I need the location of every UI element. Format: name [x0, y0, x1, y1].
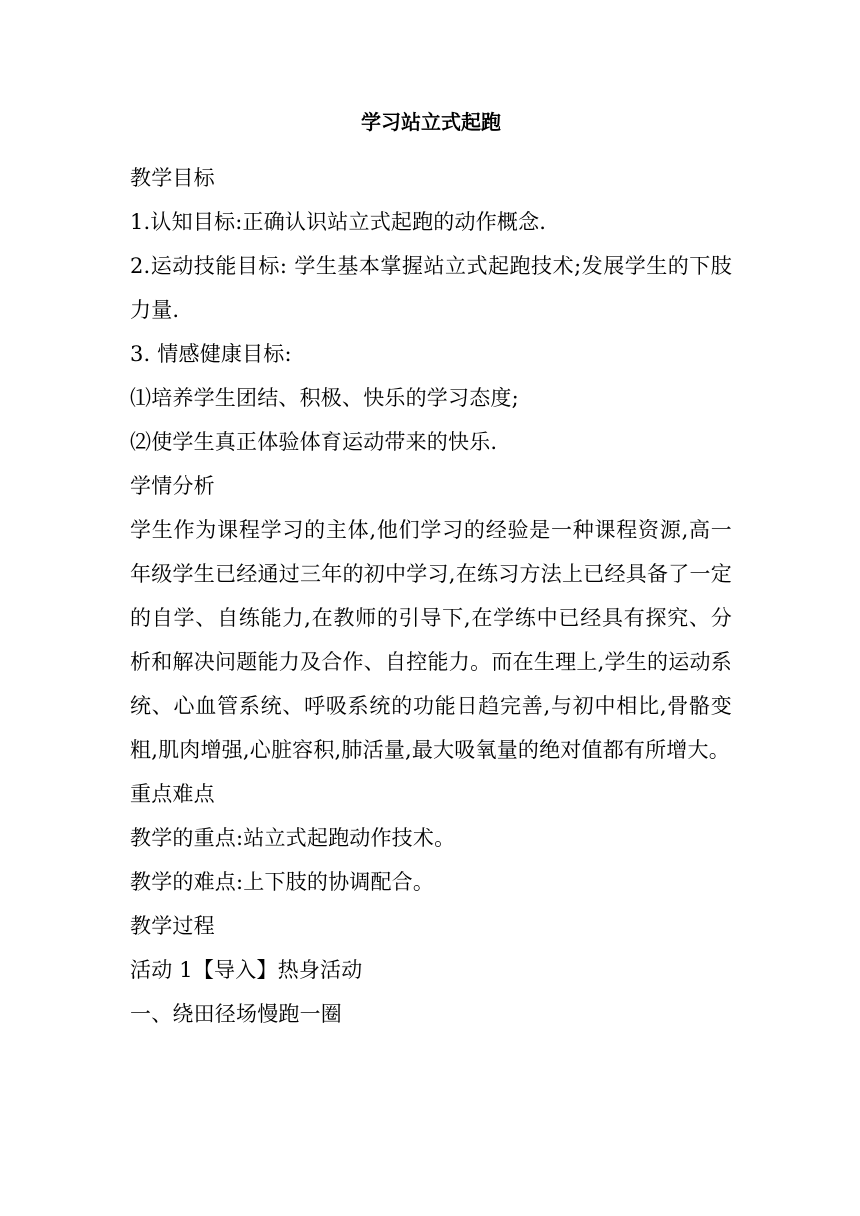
- activity-1-step-1: 一、绕田径场慢跑一圈: [130, 1002, 342, 1026]
- document-page: [130, 108, 732, 1036]
- heading-student-analysis: 学情分析: [130, 474, 215, 498]
- goal-cognitive: 1.认知目标:正确认识站立式起跑的动作概念.: [130, 210, 547, 234]
- activity-1-title: 活动 1【导入】热身活动: [130, 958, 363, 982]
- heading-teaching-process: 教学过程: [130, 914, 215, 938]
- heading-key-points: 重点难点: [130, 782, 215, 806]
- student-analysis-text: 学生作为课程学习的主体,他们学习的经验是一种课程资源,高一年级学生已经通过三年的初中学习,在练习方法上已经具备了一定的自学、自练能力,在教师的引导下,在学练中已经具有探究、分析和解决问题能力及合作、自控能力。而在生理上,学生的运动系统、心血管系统、呼吸系统的功能日趋完善,与初中相比,骨骼变粗,肌肉增强,心脏容积,肺活量,最大吸氧量的绝对值都有所增大。: [130, 518, 732, 762]
- goal-motor-skill: 2.运动技能目标: 学生基本掌握站立式起跑技术;发展学生的下肢力量.: [130, 254, 732, 322]
- document-title: 学习站立式起跑: [361, 110, 501, 134]
- goal-emotional-item-2: ⑵使学生真正体验体育运动带来的快乐.: [130, 430, 498, 454]
- key-point-focus: 教学的重点:站立式起跑动作技术。: [130, 826, 456, 850]
- heading-teaching-goals: 教学目标: [130, 166, 215, 190]
- goal-emotional-item-1: ⑴培养学生团结、积极、快乐的学习态度;: [130, 386, 519, 410]
- goal-emotional: 3. 情感健康目标:: [130, 342, 292, 366]
- key-point-difficulty: 教学的难点:上下肢的协调配合。: [130, 870, 435, 894]
